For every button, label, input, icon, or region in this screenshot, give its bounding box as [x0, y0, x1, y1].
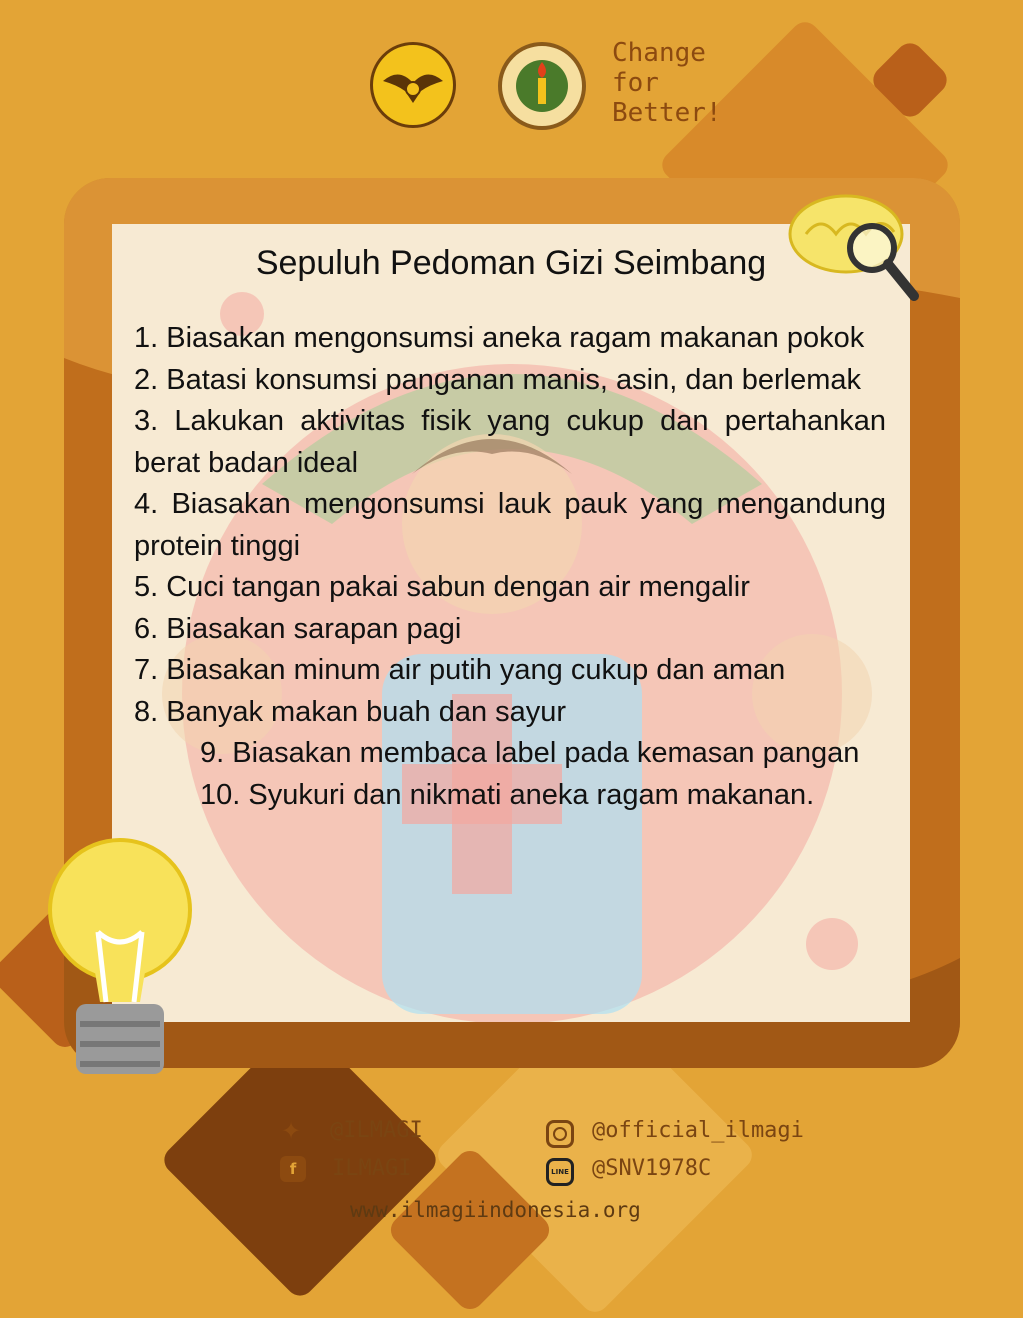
dirgantara-logo	[370, 42, 456, 128]
line-icon[interactable]: LINE	[546, 1158, 574, 1186]
twitter-handle[interactable]: @ILMAGI	[330, 1118, 423, 1143]
tip-item: 7. Biasakan minum air putih yang cukup dan aman	[134, 654, 786, 686]
instagram-icon[interactable]	[546, 1120, 574, 1148]
line-handle[interactable]: @SNV1978C	[592, 1156, 712, 1181]
brain-magnifier-icon	[786, 184, 926, 314]
eagle-emblem-icon	[373, 45, 453, 125]
tip-item: 9. Biasakan membaca label pada kemasan pangan	[200, 737, 860, 769]
tip-item: 5. Cuci tangan pakai sabun dengan air mengalir	[134, 571, 750, 603]
slogan-line: Change	[612, 38, 706, 68]
torch-emblem-icon	[502, 46, 582, 126]
instagram-handle[interactable]: @official_ilmagi	[592, 1118, 804, 1143]
ilmagi-logo	[498, 42, 586, 130]
slogan	[612, 38, 752, 128]
slogan-line: Better!	[612, 98, 722, 128]
slogan-line: for	[612, 68, 659, 98]
tip-item: 6. Biasakan sarapan pagi	[134, 612, 462, 645]
tip-item: 8. Banyak makan buah dan sayur	[134, 695, 567, 728]
twitter-icon[interactable]: ✦	[280, 1117, 302, 1145]
website-link[interactable]: www.ilmagiindonesia.org	[350, 1198, 641, 1222]
tip-item: 2. Batasi konsumsi panganan manis, asin, dan berlemak	[134, 363, 862, 396]
facebook-icon[interactable]: f	[280, 1156, 306, 1182]
tip-item: 3. Lakukan aktivitas fisik yang cukup dan pertahankan berat badan ideal	[134, 405, 886, 479]
poster-title: Sepuluh Pedoman Gizi Seimbang	[255, 244, 767, 282]
instagram-lens-icon	[553, 1127, 567, 1141]
tip-item: 4. Biasakan mengonsumsi lauk pauk yang mengandung protein tinggi	[134, 488, 886, 562]
lightbulb-icon	[40, 832, 200, 1092]
facebook-handle[interactable]: ILMAGI	[332, 1156, 412, 1181]
tip-item: 10. Syukuri dan nikmati aneka ragam makanan.	[200, 778, 815, 811]
tip-item: 1. Biasakan mengonsumsi aneka ragam makanan pokok	[134, 322, 865, 354]
tips-list	[134, 318, 886, 816]
